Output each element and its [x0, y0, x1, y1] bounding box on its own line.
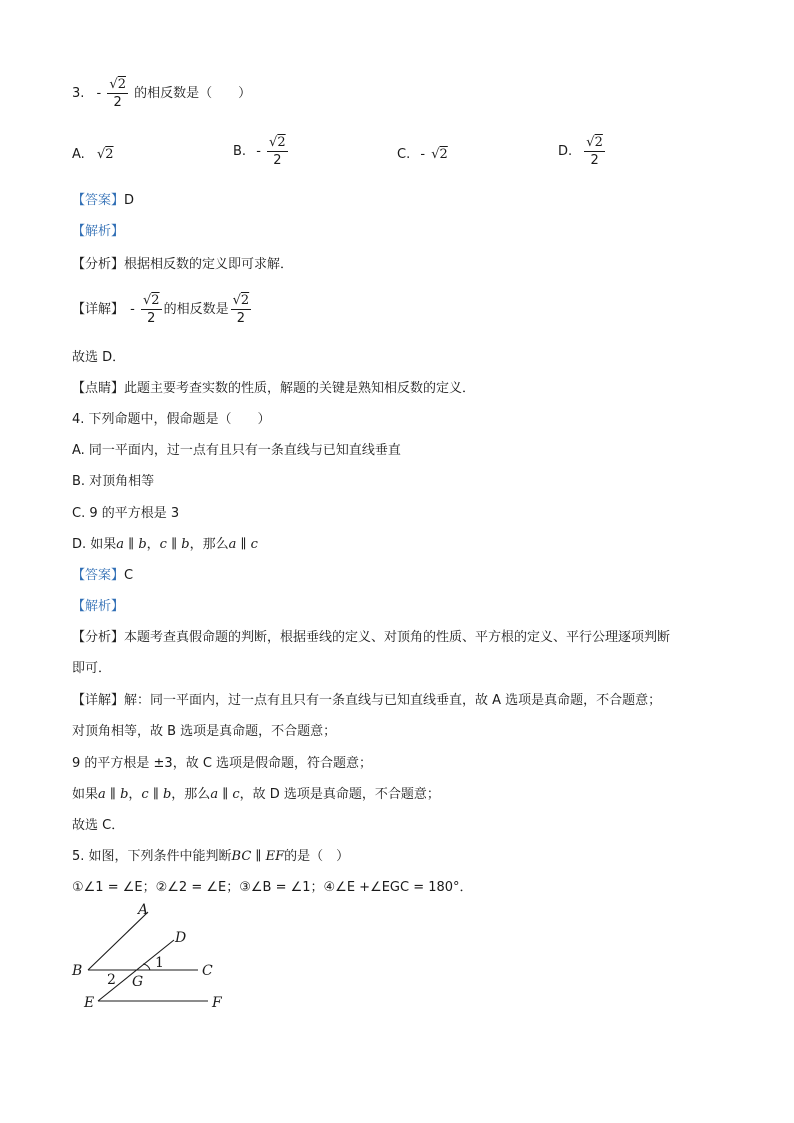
- detail-minus: -: [130, 302, 135, 317]
- q3-minus: -: [96, 86, 102, 101]
- detail-mid-text: 的相反数是: [163, 302, 229, 317]
- label-g: G: [132, 974, 144, 990]
- answer-value: C: [124, 568, 134, 583]
- q4-conclusion: 故选 C．: [72, 818, 125, 833]
- q3-fenxi: [72, 256, 293, 274]
- option-d-denominator: 2: [590, 153, 599, 168]
- q4-analysis-heading: [72, 598, 124, 616]
- q3-option-d[interactable]: [558, 134, 607, 169]
- option-b-denominator: 2: [273, 153, 282, 168]
- q4-fenxi: [72, 629, 670, 647]
- option-a-label: A.: [72, 147, 85, 162]
- q3-dianjing: [72, 380, 475, 398]
- q4-option-b[interactable]: B. 对顶角相等: [72, 474, 155, 489]
- q3-stem: [72, 76, 251, 111]
- q5-geometry-figure: [66, 898, 266, 1018]
- option-c-label: C.: [397, 147, 411, 162]
- detail-tag: 【详解】: [72, 302, 125, 317]
- fenxi-tag: 【分析】: [72, 257, 125, 272]
- detail-text-1: 解：同一平面内，过一点有且只有一条直线与已知直线垂直，故 A 选项是真命题，不合题意；: [124, 693, 662, 708]
- option-b-minus: -: [256, 144, 261, 159]
- q3-option-b[interactable]: [233, 134, 290, 169]
- angle-1-arc: [143, 964, 150, 970]
- q5-stem: 5. 如图，下列条件中能判断BC ∥ EF的是（ ）: [72, 849, 350, 864]
- option-d-fraction: $\frac{√2}{2}$: [586, 135, 603, 168]
- q4-answer: [72, 567, 133, 585]
- q3-fraction: $\frac{√2}{2}$: [109, 77, 126, 110]
- dianjing-tag: 【点睛】: [72, 381, 125, 396]
- answer-value: D: [124, 193, 135, 208]
- q3-number: 3.: [72, 86, 85, 101]
- q4-detail-line4: 如果a ∥ b，c ∥ b，那么a ∥ c，故 D 选项是真命题，不合题意；: [72, 787, 440, 802]
- q3-analysis-heading: [72, 223, 124, 241]
- fenxi-tag: 【分析】: [72, 630, 125, 645]
- q3-denominator: 2: [113, 95, 122, 110]
- option-d-label: D.: [558, 144, 573, 159]
- label-e: E: [84, 995, 95, 1011]
- q3-detail: [72, 292, 253, 327]
- detail-fraction-left: $\frac{√2}{2}$: [143, 293, 160, 326]
- q4-detail: [72, 692, 661, 710]
- fenxi-text: 根据相反数的定义即可求解．: [124, 257, 294, 272]
- label-c: C: [202, 963, 213, 979]
- q4-option-c[interactable]: C. 9 的平方根是 3: [72, 506, 180, 521]
- label-b: B: [72, 963, 83, 979]
- q4-option-a[interactable]: A. 同一平面内，过一点有且只有一条直线与已知直线垂直: [72, 443, 401, 458]
- answer-tag: 【答案】: [72, 568, 125, 583]
- option-b-label: B.: [233, 144, 247, 159]
- q3-conclusion: 故选 D．: [72, 350, 126, 365]
- line-ba: [88, 912, 148, 970]
- q3-stem-tail: 的相反数是（ ）: [134, 86, 252, 101]
- option-c-radicand: 2: [439, 147, 448, 162]
- q4-option-d[interactable]: D. 如果a ∥ b，c ∥ b，那么a ∥ c: [72, 537, 258, 552]
- label-a: A: [138, 902, 149, 918]
- fenxi-text-1: 本题考查真假命题的判断，根据垂线的定义、对顶角的性质、平方根的定义、平行公理逐项判断: [124, 630, 671, 645]
- option-b-radicand: 2: [277, 135, 286, 150]
- q4-detail-line2: 对顶角相等，故 B 选项是真命题，不合题意；: [72, 724, 337, 739]
- q4-detail-line3: 9 的平方根是 ±3，故 C 选项是假命题，符合题意；: [72, 756, 373, 771]
- dianjing-text: 此题主要考查实数的性质，解题的关键是熟知相反数的定义．: [124, 381, 476, 396]
- option-d-radicand: 2: [594, 135, 603, 150]
- label-f: F: [212, 995, 222, 1011]
- q4-fenxi-line2: 即可．: [72, 661, 112, 676]
- analysis-tag: 【解析】: [72, 224, 125, 239]
- q3-sqrt-radicand: 2: [117, 77, 126, 92]
- label-d: D: [175, 930, 187, 946]
- angle-1-label: 1: [155, 955, 164, 971]
- q5-conditions: ①∠1 = ∠E；②∠2 = ∠E；③∠B = ∠1；④∠E +∠EGC = 180°．: [72, 880, 473, 895]
- option-a-radicand: 2: [105, 147, 114, 162]
- q4-stem: 4. 下列命题中，假命题是（ ）: [72, 412, 271, 427]
- detail-tag: 【详解】: [72, 693, 125, 708]
- q3-option-a[interactable]: A. √2: [72, 147, 114, 162]
- q3-option-c[interactable]: C. - √2: [397, 147, 448, 162]
- answer-tag: 【答案】: [72, 193, 125, 208]
- option-b-fraction: $\frac{√2}{2}$: [269, 135, 286, 168]
- q3-answer: [72, 192, 134, 210]
- option-c-minus: -: [420, 147, 426, 162]
- analysis-tag: 【解析】: [72, 599, 125, 614]
- angle-2-label: 2: [107, 972, 116, 988]
- detail-fraction-right: $\frac{√2}{2}$: [232, 293, 250, 326]
